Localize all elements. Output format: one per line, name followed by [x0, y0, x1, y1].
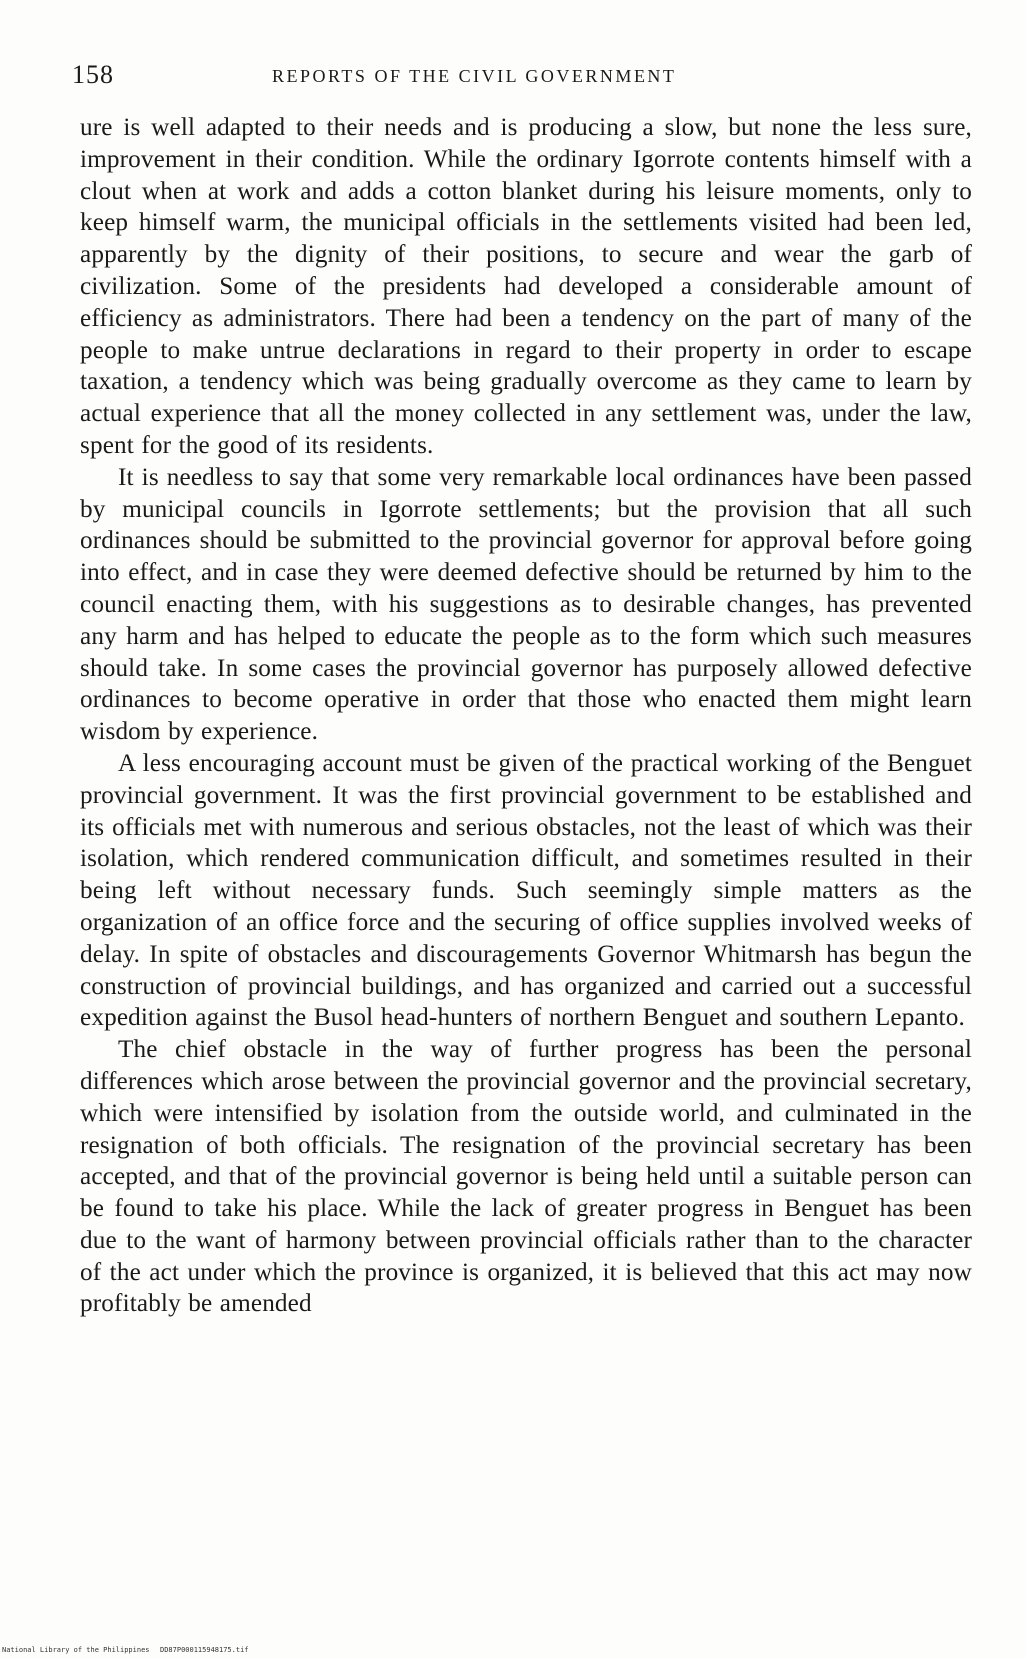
footer-file-name: DD87P000115948175.tif	[160, 1646, 249, 1654]
paragraph-4: The chief obstacle in the way of further progress has been the personal differences which arose between the provincial governor and the provincial secretary, which were intensified by isolation from the outside world, and culminated in the resignation of both officials. The resignation of the provincial secretary has been accepted, and that of the provincial governor is being held until a suitable person can be found to take his place. While the lack of greater progress in Benguet has been due to the want of harmony between provincial officials rather than to the character of the act under which the province is organized, it is believed that this act may now profitably be amended	[80, 1036, 972, 1318]
page-number: 158	[72, 60, 114, 89]
page-header	[72, 60, 792, 94]
body-text	[80, 112, 972, 1320]
running-head: REPORTS OF THE CIVIL GOVERNMENT	[272, 66, 677, 86]
paragraph-1: ure is well adapted to their needs and is producing a slow, but none the less sure, improvement in their condition. While the ordinary Igorrote contents himself with a clout when at work and adds a cotton blanket during his leisure moments, only to keep himself warm, the municipal officials in the settlements visited had been led, apparently by the dignity of their positions, to secure and wear the garb of civilization. Some of the presidents had developed a considerable amount of efficiency as administrators. There had been a tendency on the part of many of the people to make untrue declarations in regard to their property in order to escape taxation, a tendency which was being gradually overcome as they came to learn by actual experience that all the money collected in any settlement was, under the law, spent for the good of its residents.	[80, 114, 972, 459]
scan-footer	[0, 1644, 1026, 1658]
footer-library-credit: National Library of the Philippines	[2, 1646, 150, 1654]
paragraph-2: It is needless to say that some very remarkable local ordinances have been passed by municipal councils in Igorrote settlements; but the provision that all such ordinances should be submitted to the provincial governor for approval before going into effect, and in case they were deemed defective should be returned by him to the council enacting them, with his suggestions as to desirable changes, has prevented any harm and has helped to educate the people as to the form which such measures should take. In some cases the provincial governor has purposely allowed defective ordinances to become operative in order that those who enacted them might learn wisdom by experience.	[80, 463, 972, 746]
paragraph-3: A less encouraging account must be given of the practical working of the Benguet provincial government. It was the first provincial government to be established and its officials met with numerous and serious obstacles, not the least of which was their isolation, which rendered communication difficult, and sometimes resulted in their being left without necessary funds. Such seemingly simple matters as the organization of an office force and the securing of office supplies involved weeks of delay. In spite of obstacles and discouragements Governor Whitmarsh has begun the construction of provincial buildings, and has organized and carried out a successful expedition against the Busol head-hunters of northern Benguet and southern Lepanto.	[80, 749, 972, 1032]
